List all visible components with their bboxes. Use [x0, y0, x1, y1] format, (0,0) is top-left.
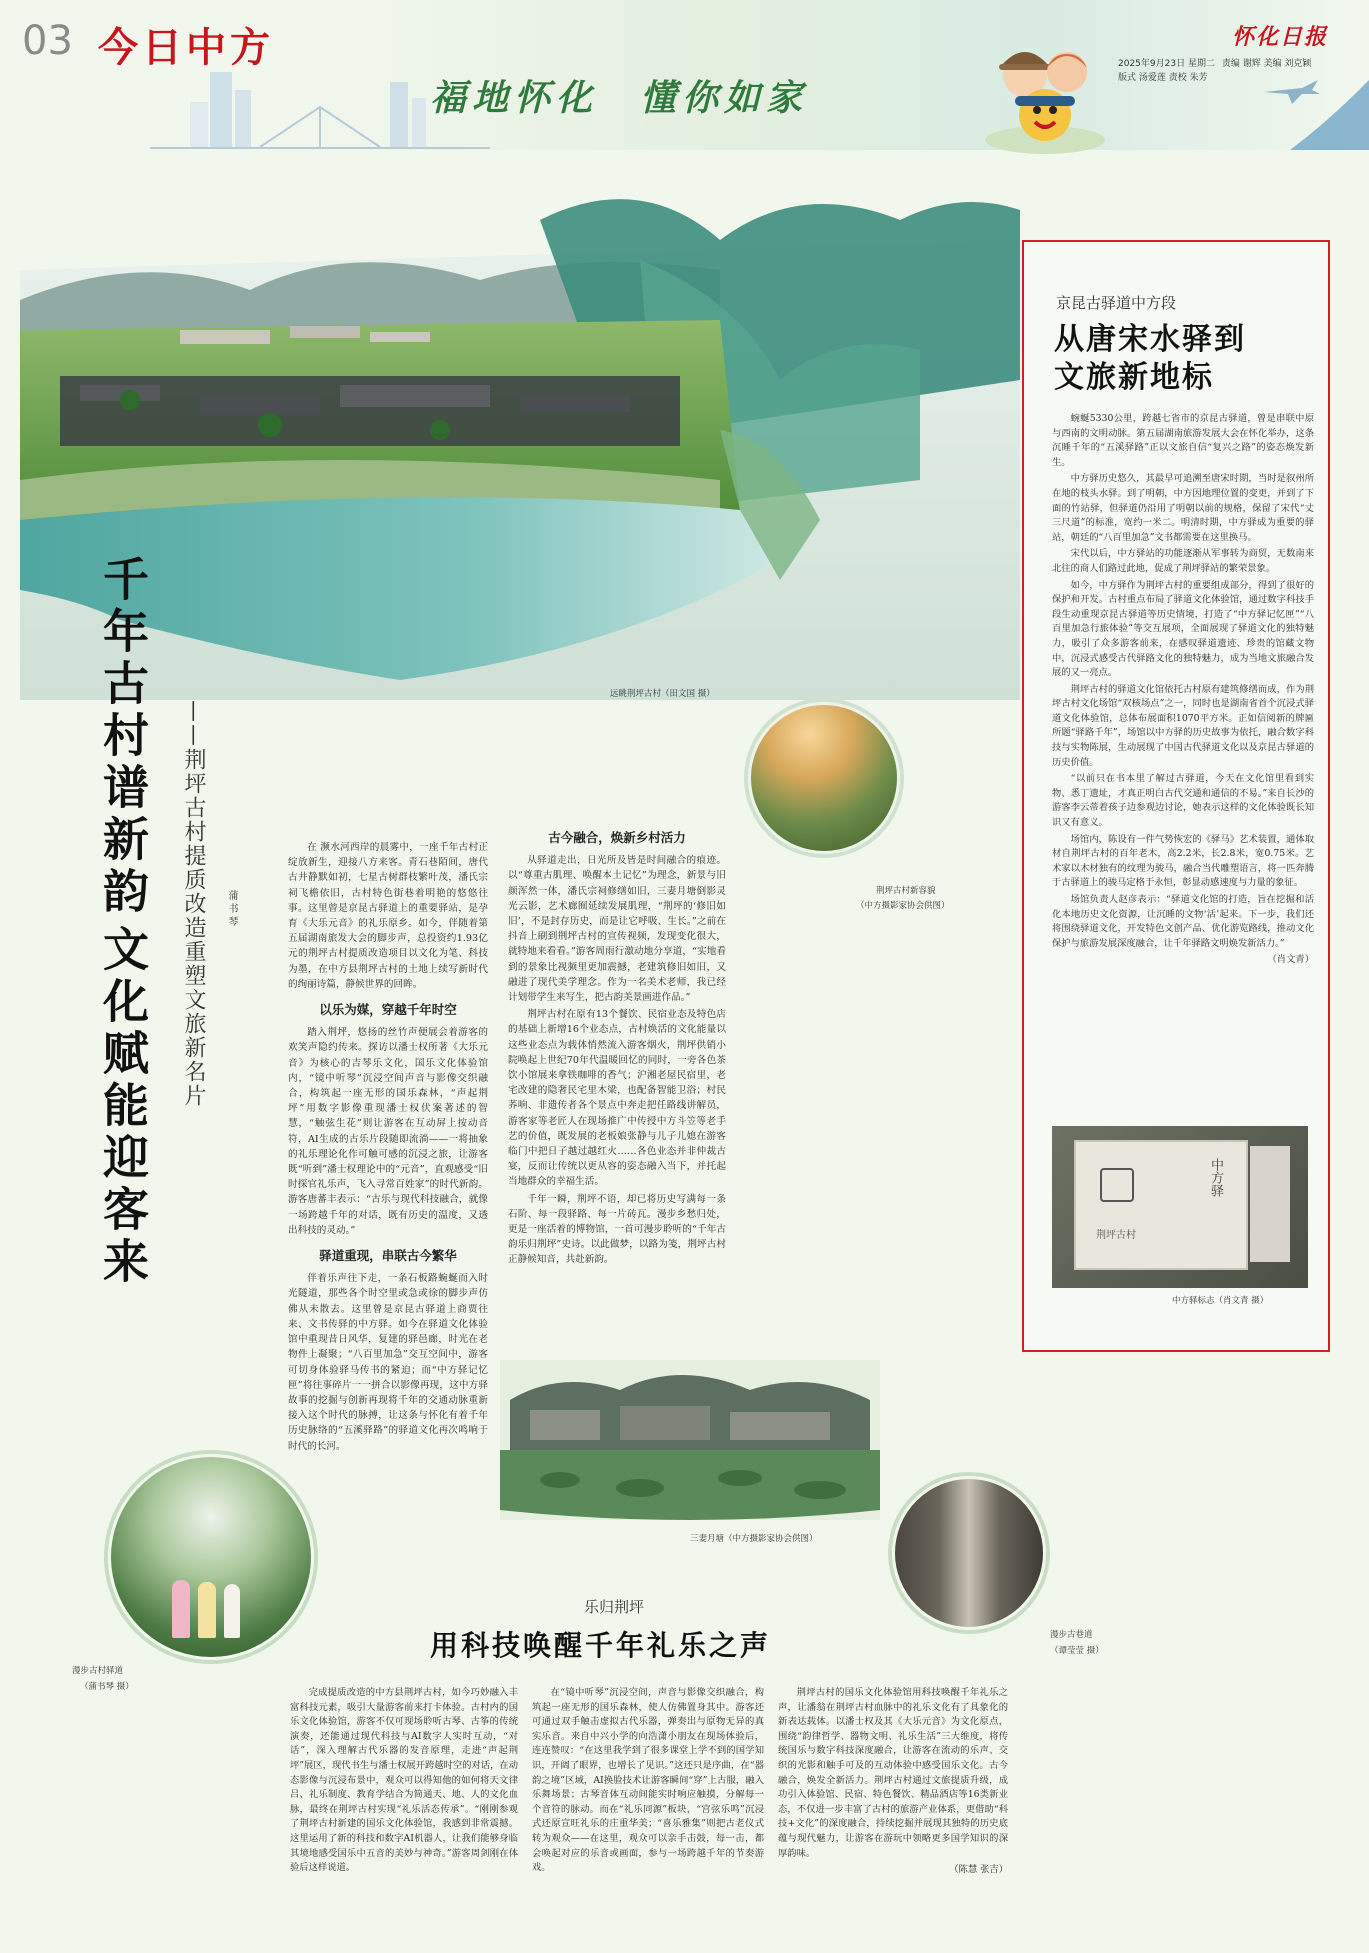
- paragraph: 在“镜中听琴”沉浸空间，声音与影像交织融合，构筑起一座无形的国乐森林，使人仿佛置身其中。游客还可通过双手触击虚拟古代乐器，弹奏出与原物无异的真实乐音。来自中兴小学的向浩潇小朋友在现场体验后，连连赞叹：“在这里我学到了很多课堂上学不到的国学知识，开阔了眼界，也增长了见识。”这还只是序曲，在“器韵之境”区域，AI换脸技术让游客瞬间“穿”上古服，融入乐舞场景；古琴音体互动间能实时响应触摸，分解每一个音符的脉动。而在“礼乐同源”板块，“宫弦乐鸣”沉浸式还原宣旺礼乐的庄重华美；“喜乐雅集”则把古老仪式转为观众——在这里，观众可以亲手击鼓，每一击，都会唤起对应的乐音或画面，参与一场跨越千年的节奏游戏。: [532, 1687, 764, 1874]
- sign-board: [1074, 1140, 1248, 1270]
- paragraph: 蜿蜒5330公里，跨越七省市的京昆古驿道，曾是串联中原与西南的文明动脉。第五届湖南旅游发展大会在怀化举办，这条沉睡千年的“五溪驿路”正以文旅自信“复兴之路”的姿态焕发新生。: [1052, 413, 1314, 468]
- hanfu-figures: [168, 1580, 248, 1640]
- photo1-caption: 远眺荆坪古村（田文国 摄）: [610, 689, 715, 699]
- photo2-caption-line2: （中方摄影家协会供图）: [856, 901, 950, 911]
- main-subtitle: ——荆坪古村提质改造重塑文旅新名片: [181, 700, 206, 1108]
- paragraph: 在 濒水河西岸的晨雾中，一座千年古村正绽放新生，迎接八方来客。青石巷陌间，唐代古井静默如初，七星古树群枝繁叶茂，潘氏宗祠飞檐依旧，古村特色街巷着明艳的悠悠往事。这里曾是京昆古驿道上的重要驿站，是孕育《大乐元音》的礼乐原乡。如今，伴随着第五届湖南旅发大会的脚步声，总投资约1.93亿元的荆坪古村提质改造项目以文化为笔、科技为墨，在中方县荆坪古村的土地上续写新时代的绚丽诗篇，静候世界的回眸。: [288, 842, 488, 990]
- sidebar-photo-caption: 中方驿标志（肖文青 摄）: [1172, 1296, 1269, 1306]
- layout-credit: 版式 汤爱莲 责校 朱芳: [1118, 73, 1208, 83]
- page-number: 03: [22, 18, 73, 64]
- paragraph: 中方驿历史悠久，其最早可追溯至唐宋时期，当时是叙州所在地的枝头水驿。到了明朝，中方因地理位置的变更，并到了下面的竹站驿，但驿道仍沿用了明朝以前的规格，保留了宋代“丈三尺道”的标准，宽约一米二。明清时期，中方驿成为重要的驿站，朝廷的“八百里加急”文书都需要在这里换马。: [1052, 473, 1314, 543]
- cartoon-travelers-illustration: [975, 20, 1115, 160]
- right-photo-caption-line1: 漫步古巷道: [1050, 1630, 1093, 1640]
- paragraph: 荆坪古村在原有13个餐饮、民宿业态及特色店的基础上新增16个业态点，古村焕活的文化能量以这些业态点为载体悄然流入游客烟火，荆坪供销小院唤起上世纪70年代温暖回忆的同时，一旁各色茶饮小馆展来拿铁咖啡的香气；沪湘老屋民宿里，老宅改建的隐奢民宅里木梁，也配备智能卫浴；村民荞响、非遗传者各个景点中奔走把任路线讲解员，游客家等老匠人在现场推广中传授中方斗笠等老手艺的价值，既发展的老板娘张静与儿子儿媳在游客临门中把日子越过越红火……各色业态并非仲裁古宴，反而让传统以更从容的姿态融入当下，并托起当地群众的幸福生活。: [508, 1009, 726, 1188]
- subheading-post-road: 驿道重现，串联古今繁华: [319, 1248, 457, 1264]
- bottom-kicker: 乐归荆坪: [584, 1598, 645, 1616]
- sidebar-body: [1052, 412, 1314, 968]
- bottom-article-column3: [778, 1686, 1008, 1878]
- sidebar-title-line1: 从唐宋水驿到: [1054, 322, 1246, 357]
- village-new-look-photo: [748, 702, 900, 854]
- sidebar-byline: （肖文青）: [1267, 954, 1314, 966]
- photo2-caption-line1: 荆坪古村新容貌: [876, 886, 936, 896]
- main-article-column2: [508, 820, 726, 1270]
- bottom-byline: （陈慧 张吉）: [949, 1864, 1008, 1876]
- paragraph: 场馆负责人赵彦表示：“驿道文化馆的打造，旨在挖掘和活化本地历史文化资源，让沉睡的文物‘活’起来。下一步，我们还将围绕驿道文化，开发特色文创产品、优化游览路线，推动文化保护与旅游发展深度融合，让千年驿路文明焕发新活力。”: [1052, 894, 1314, 949]
- left-photo-caption-line1: 漫步古村驿道: [72, 1666, 124, 1676]
- paragraph: 伴着乐声往下走，一条石板路蜿蜒而入时光隧道，那些各个时空里或急或徐的脚步声仿佛从未散去。这里曾是京昆古驿道上商贾往来、文书传驿的中方驿。如今在驿道文化体验馆中重现昔日风华，复建的驿邑廊，时光在老物件上凝聚；“八百里加急”交互空间中，游客可切身体验驿马传书的紧迫；而“中方驿记忆匣”将往事碎片一一拼合以影像再现，这中方驿故事的挖掘与创新再现将千年的交通动脉重新接入这个时代的脉搏，让这条与怀化有着千年历史脉络的“五溪驿路”的驿道文化再次鸣响于时代的长河。: [288, 1273, 488, 1452]
- paragraph: 荆坪古村的国乐文化体验馆用科技唤醒千年礼乐之声，让潘翁在荆坪古村血脉中的礼乐文化有了具象化的新表达载体。以潘士权及其《大乐元音》为文化原点，围绕“韵律哲学、器物文明、礼乐生活”三大维度，将传统国乐与数字科技深度融合，让游客在流动的乐声、交织的光影和触手可及的互动体验中感受国乐文化。古今融合，焕发全新活力。荆坪古村通过文旅提质升级，成功引入体验馆、民宿、特色餐饮、精品酒店等16类新业态，不仅进一步丰富了古村的旅游产业体系，更借助“科技+文化”的深度融合，持续挖掘并展现其独特的历史底蕴与现代魅力，让游客在游玩中领略更多国学知识的深厚韵味。: [778, 1687, 1008, 1859]
- bottom-title: 用科技唤醒千年礼乐之声: [430, 1629, 772, 1662]
- date-line: [1118, 56, 1311, 69]
- paragraph: 宋代以后，中方驿站的功能逐渐从军事转为商贸，无数南来北往的商人们路过此地，促成了荆坪驿站的繁荣景象。: [1052, 548, 1314, 574]
- paragraph: 如今，中方驿作为荆坪古村的重要组成部分，得到了很好的保护和开发。古村重点布局了驿道文化体验馆，通过数字科技手段生动重现京昆古驿道等历史情境，打造了“中方驿记忆匣”“八百里加急行旅体验”等交互展项，全面展现了驿道文化的独特魅力，吸引了众多游客前来，在感叹驿道遗迹、珍贵的馆藏文物中，沉浸式感受古代驿路文化的独特魅力，成为当地文旅融合发展的又一亮点。: [1052, 579, 1314, 679]
- photo3-caption: 三妻月塘（中方摄影家协会供图）: [690, 1534, 818, 1544]
- section-title: 今日中方: [98, 25, 274, 71]
- bottom-article-column1: [290, 1686, 518, 1878]
- bottom-article-column2: [532, 1686, 764, 1878]
- paragraph: 完成提质改造的中方县荆坪古村，如今巧妙融入丰富科技元素，吸引大量游客前来打卡体验。古村内的国乐文化体验馆，游客不仅可现场聆听古琴、古筝的传统演奏，还能通过现代科技与AI数字人实时互动，“对话”，深入理解古代乐器的发音原理，走进“声起荆坪”展区，现代书生与潘士权展开跨越时空的对话，在动态影像与沉浸布景中，观众可以得知他的如何将天文律吕、礼乐制度、教育学结合为简通天、地、人的文化血脉，最终在荆坪古村实现“礼乐活态传承”。“刚刚参观了荆坪古村新建的国乐文化体验馆，我感到非常震撼。这里运用了新的科技和数字AI机器人，让我们能够身临其境地感受国乐中五音的美妙与神奇。”游客周剑刚在体验后这样说道。: [290, 1687, 518, 1874]
- village-aerial-photo: [20, 180, 1020, 700]
- paragraph: 场馆内，陈设有一件气势恢宏的《驿马》艺术装置，通体取材自荆坪古村的百年老木，高2.2米，长2.8米，宽0.75米。艺术家以木材独有的纹理为骏马，融合当代雕塑语言，将一匹奔腾于古驿道上的骏马定格于永恒，彰显动感速度与力量的象征。: [1052, 833, 1314, 889]
- sign-main-text: 中方驿: [1208, 1158, 1223, 1197]
- slogan: 福地怀化 懂你如家: [430, 77, 809, 119]
- issue-date: 2025年9月23日 星期二: [1118, 59, 1215, 69]
- main-article-column1: [288, 840, 488, 1456]
- subheading-integration: 古今融合，焕新乡村活力: [548, 830, 686, 845]
- paragraph: 荆坪古村的驿道文化馆依托古村原有建筑修缮而成，作为荆坪古村文化场馆“双核场点”之一，同时也是湖南省首个沉浸式驿道文化体验馆，总体布展面积1070平方米。正如信阅新的牌匾所题“驿路千年”，场馆以中方驿的历史故事为依托，融合数字科技与实物陈展，生动展现了中国古代驿道文化以及京昆古驿道的历史价值。: [1052, 683, 1314, 768]
- editors-credit: 责编 谢辉 美编 刘克颖: [1221, 59, 1312, 69]
- zhongfang-post-sign-photo: [1052, 1126, 1308, 1288]
- sign-seal-icon: [1100, 1168, 1134, 1202]
- main-headline-part2: 文化赋能迎客来: [96, 925, 150, 1289]
- ancient-alley-photo: [892, 1476, 1046, 1630]
- sidebar-title-line2: 文旅新地标: [1054, 360, 1214, 395]
- newspaper-masthead: 怀化日报: [1232, 24, 1329, 50]
- figure-yellow: [198, 1582, 216, 1638]
- figure-pink: [172, 1580, 190, 1638]
- paragraph: 踏入荆坪，悠扬的丝竹声便展会着游客的欢笑声隐约传来。探访以潘士权所著《大乐元音》为核心的吉琴乐文化，国乐文化体验馆内，“镜中听琴”沉浸空间声音与影像交织融合，构筑起一座无形的国乐森林，“声起荆坪”用数字影像重现潘士权伏案著述的智慧，“触弦生花”则让游客在互动屏上按动音符，AI生成的古乐片段随即流淌——一将抽象的礼乐理论化作可触可感的沉浸之旅，让游客既“听到”潘士权理论中的“元音”，直观感受“旧时探官礼乐声，飞入寻常百姓家”的时代新韵。游客唐蕃丰表示：“古乐与现代科技融合，就像一场跨越千年的对话，既有历史的温度，又透出科技的灵动。”: [288, 1027, 488, 1236]
- paragraph: 千年一瞬，荆坪不语，却已将历史写满每一条石阶、每一段驿路、每一片砖瓦。漫步乡愁归处，更是一座活着的博物馆，一首可漫步聆听的“千年古韵乐归荆坪”史诗。以此做梦，以路为笺，荆坪古村正静候知音，共赴新韵。: [508, 1193, 726, 1266]
- main-author: 蒲 书 琴: [226, 890, 237, 927]
- figure-white: [224, 1584, 240, 1638]
- page-corner-curl: [1290, 80, 1369, 150]
- right-photo-caption-line2: （谭莹莹 摄）: [1050, 1646, 1104, 1656]
- paragraph: “以前只在书本里了解过古驿道，今天在文化馆里看到实物、悉丁遗址，才真正明白古代交通和通信的不易。”来自长沙的游客李云蒂着孩子边参观边讨论，她表示这样的文化体验既长知识又有意义。: [1052, 773, 1314, 829]
- left-photo-caption-line2: （蒲书琴 摄）: [80, 1682, 134, 1692]
- sanqi-moon-pond-photo: [500, 1360, 880, 1520]
- paragraph: 从驿道走出，日光所及皆是时间融合的痕迹。以“尊重古肌理、唤醒本土记忆”为理念，新景与旧颜浑然一体，潘氏宗祠修缮如旧，三妻月塘倒影灵光云影，艺术廊囿延续发展肌理，“荆坪的‘修旧如旧’，不是封存历史，而是让它呼吸、生长。”之前在抖音上刷到荆坪古村的宣传视频，发现变化很大，就特地来看看。”游客周雨行激动地分享道，“实地看到的景象比视频里更加震撼，老建筑修旧如旧，又融进了现代美学理念。作为一名美术老师，我已经计划带学生来写生，把古韵美景画进作品。”: [508, 855, 726, 1004]
- sidebar-kicker: 京昆古驿道中方段: [1056, 294, 1177, 312]
- sign-board-side: [1250, 1146, 1290, 1262]
- subheading-music: 以乐为媒，穿越千年时空: [319, 1002, 457, 1018]
- sign-sub-text: 荆坪古村: [1096, 1230, 1136, 1241]
- main-headline-part1: 千年古村谱新韵: [96, 555, 150, 919]
